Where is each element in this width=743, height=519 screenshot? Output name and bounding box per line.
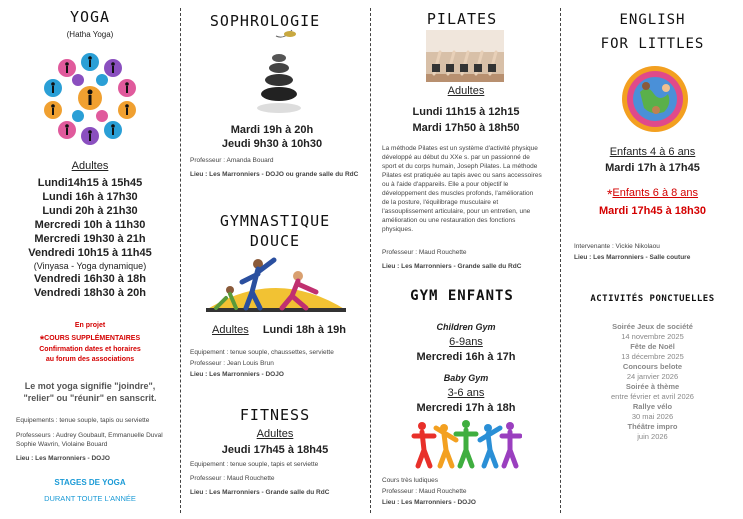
gym-enfants-title: GYM ENFANTS <box>410 288 514 304</box>
children-gym-label: Children Gym <box>436 322 496 332</box>
column-divider <box>180 8 181 513</box>
globe-kids-icon <box>620 64 690 134</box>
pilates-schedule-item: Mardi 17h50 à 18h50 <box>412 122 520 134</box>
gym-douce-title: GYMNASTIQUE <box>219 212 331 230</box>
yoga-forum: au forum des associations <box>45 356 135 363</box>
baby-gym-horaire: Mercredi 17h à 18h <box>416 402 516 414</box>
activites-title: ACTIVITÉS PONCTUELLES <box>590 294 715 304</box>
yoga-definition-line: Le mot yoga signifie "joindre", <box>24 381 156 391</box>
event-name: Soirée à thème <box>625 382 680 391</box>
pilates-desc-line: de la posture, l'équilibrage musculaire et <box>382 199 499 206</box>
fitness-title: FITNESS <box>239 406 311 424</box>
yoga-cours-sup: *COURS SUPPLÉMENTAIRES <box>39 334 141 346</box>
zen-stones-icon <box>256 28 302 116</box>
event-name: Concours belote <box>622 362 683 371</box>
sophro-lieu: Lieu : Les Marronniers - DOJO ou grande salle du RdC <box>190 171 359 178</box>
english-lieu: Lieu : Les Marronniers - Salle couture <box>574 254 691 261</box>
yoga-title: YOGA <box>69 8 111 26</box>
pilates-schedule-item: Lundi 11h15 à 12h15 <box>412 106 520 118</box>
pilates-desc-line: sport et du corps humain, Joseph Pilates. La méthode <box>382 163 538 170</box>
gym-douce-details <box>190 348 368 379</box>
middle-right-column <box>372 0 560 519</box>
stretching-people-icon <box>206 252 346 314</box>
yoga-schedule <box>0 176 180 300</box>
gym-enfants-cours: Cours très ludiques <box>382 477 438 484</box>
english-intervenante: Intervenante : Vickie Nikolaou <box>574 243 660 250</box>
pilates-adultes: Adultes <box>447 85 485 97</box>
pilates-desc-line: amélioration ou une restauration des fonctions <box>382 217 516 224</box>
event-date: 14 novembre 2025 <box>621 332 684 341</box>
pilates-class-photo <box>426 30 504 82</box>
pilates-desc-line: ou à l'aide d'appareils. Elle a pour objectif le <box>382 181 509 188</box>
gym-enfants-professeur: Professeur : Maud Rouchette <box>382 488 467 495</box>
gym-douce-adultes: Adultes <box>212 324 249 336</box>
sophro-schedule-item: Jeudi 9h30 à 10h30 <box>221 138 323 150</box>
sophro-schedule-item: Mardi 19h à 20h <box>230 124 314 136</box>
event-date: juin 2026 <box>637 432 668 441</box>
english-enfants2-row: *Enfants 6 à 8 ans <box>606 186 699 202</box>
fitness-professeur: Professeur : Maud Rouchette <box>190 475 275 482</box>
yoga-definition <box>0 380 180 404</box>
children-gym-horaire: Mercredi 16h à 17h <box>416 351 516 363</box>
yoga-details <box>16 416 176 463</box>
gym-douce-lieu: Lieu : Les Marronniers - DOJO <box>190 371 284 378</box>
event-date: 24 janvier 2026 <box>626 372 679 381</box>
yoga-lieu: Lieu : Les Marronniers - DOJO <box>16 455 110 462</box>
yoga-schedule-item: Lundi 20h à 21h30 <box>42 205 138 217</box>
yoga-schedule-item: Vendredi 18h30 à 20h <box>34 287 146 299</box>
fitness-equipement: Equipement : tenue souple, tapis et serviette <box>190 461 319 468</box>
event-date: 30 mai 2026 <box>631 412 674 421</box>
yoga-subtitle: (Hatha Yoga) <box>66 30 114 39</box>
yoga-column <box>0 0 180 519</box>
event-name: Fête de Noël <box>630 342 675 351</box>
pilates-details <box>382 248 558 271</box>
pilates-lieu: Lieu : Les Marronniers - Grande salle du RdC <box>382 263 522 270</box>
yoga-professeurs: Sophie Wavrin, Violaine Bouard <box>16 441 108 448</box>
middle-left-column <box>182 0 370 519</box>
sophro-schedule <box>182 123 362 151</box>
pilates-desc-line: développement des muscles profonds, l'amélioration <box>382 190 534 197</box>
sophro-details <box>190 156 368 179</box>
activites-list <box>562 322 743 442</box>
gym-douce-schedule-row <box>212 324 372 336</box>
pilates-desc-line: l'assouplissement articulaire, pour un entretien, une <box>382 208 531 215</box>
fitness-details <box>190 460 368 497</box>
sophro-professeur: Professeur : Amanda Bouard <box>190 157 274 164</box>
event-name: Soirée Jeux de société <box>612 322 693 331</box>
yoga-definition-line: "relier" ou "réunir" en sanscrit. <box>23 393 157 403</box>
gym-enfants-details <box>382 476 558 507</box>
yoga-cours-sup-text: COURS SUPPLÉMENTAIRES <box>44 335 141 342</box>
event-name: Théâtre impro <box>627 422 678 431</box>
pilates-description <box>382 144 554 234</box>
yoga-schedule-item: Vendredi 16h30 à 18h <box>34 273 146 285</box>
english-horaire1: Mardi 17h à 17h45 <box>605 162 700 174</box>
pilates-desc-line: La méthode Pilates est un système d'activité physique <box>382 145 538 152</box>
column-divider <box>370 8 371 513</box>
english-title: ENGLISH <box>619 12 686 28</box>
event-date: entre février et avril 2026 <box>611 392 694 401</box>
gym-douce-horaire: Lundi 18h à 19h <box>262 324 346 336</box>
gym-enfants-lieu: Lieu : Les Marronniers - DOJO <box>382 499 476 506</box>
sophro-title: SOPHROLOGIE <box>209 12 321 30</box>
english-horaire2: Mardi 17h45 à 18h30 <box>598 205 706 217</box>
pilates-title: PILATES <box>426 10 498 28</box>
pilates-professeur: Professeur : Maud Rouchette <box>382 249 467 256</box>
yoga-stages: STAGES DE YOGA <box>54 478 126 487</box>
yoga-professeurs: Professeurs : Audrey Goubault, Emmanuelle Duval <box>16 432 163 439</box>
event-name: Rallye vélo <box>632 402 673 411</box>
yoga-durant: DURANT TOUTE L'ANNÉE <box>44 494 136 503</box>
jumping-kids-icon <box>410 420 522 470</box>
gym-douce-title: DOUCE <box>249 232 301 250</box>
pilates-desc-line: physiques. <box>382 226 414 233</box>
yoga-confirmation: Confirmation dates et horaires <box>39 346 141 353</box>
yoga-schedule-item: Lundi 16h à 17h30 <box>42 191 138 203</box>
yoga-schedule-item: Mercredi 19h30 à 21h <box>34 233 146 245</box>
baby-gym-label: Baby Gym <box>443 373 489 383</box>
yoga-equipements: Equipements : tenue souple, tapis ou serviette <box>16 417 150 424</box>
yoga-schedule-item: Vendredi 10h15 à 11h45 <box>28 247 152 259</box>
gym-douce-professeur: Professeur : Jean Louis Brun <box>190 360 274 367</box>
english-enfants2: Enfants 6 à 8 ans <box>612 187 699 199</box>
yoga-vinyasa-note: (Vinyasa - Yoga dynamique) <box>33 261 147 271</box>
pilates-desc-line: Pilates est pratiquée au tapis avec ou sans accessoires <box>382 172 542 179</box>
right-column <box>562 0 743 519</box>
yoga-schedule-item: Lundi14h15 à 15h45 <box>37 177 143 189</box>
yoga-adultes-label: Adultes <box>71 160 109 172</box>
children-gym-ans: 6-9ans <box>449 336 483 348</box>
gym-douce-equipement: Equipement : tenue souple, chaussettes, serviette <box>190 349 334 356</box>
yoga-projet: En projet <box>74 322 106 329</box>
column-divider <box>560 8 561 513</box>
pilates-schedule <box>372 104 560 136</box>
fitness-lieu: Lieu : Les Marronniers - Grande salle du RdC <box>190 489 330 496</box>
fitness-adultes: Adultes <box>256 428 294 440</box>
yoga-schedule-item: Mercredi 10h à 11h30 <box>34 219 146 231</box>
baby-gym-ans: 3-6 ans <box>447 387 485 399</box>
fitness-horaire: Jeudi 17h45 à 18h45 <box>221 444 329 456</box>
english-details <box>574 242 740 262</box>
event-date: 13 décembre 2025 <box>621 352 684 361</box>
yoga-poses-icon <box>40 50 140 145</box>
pilates-desc-line: développé au début du XXe s. par un passionné de <box>382 154 530 161</box>
english-enfants1: Enfants 4 à 6 ans <box>609 146 696 158</box>
english-title: FOR LITTLES <box>600 36 705 52</box>
